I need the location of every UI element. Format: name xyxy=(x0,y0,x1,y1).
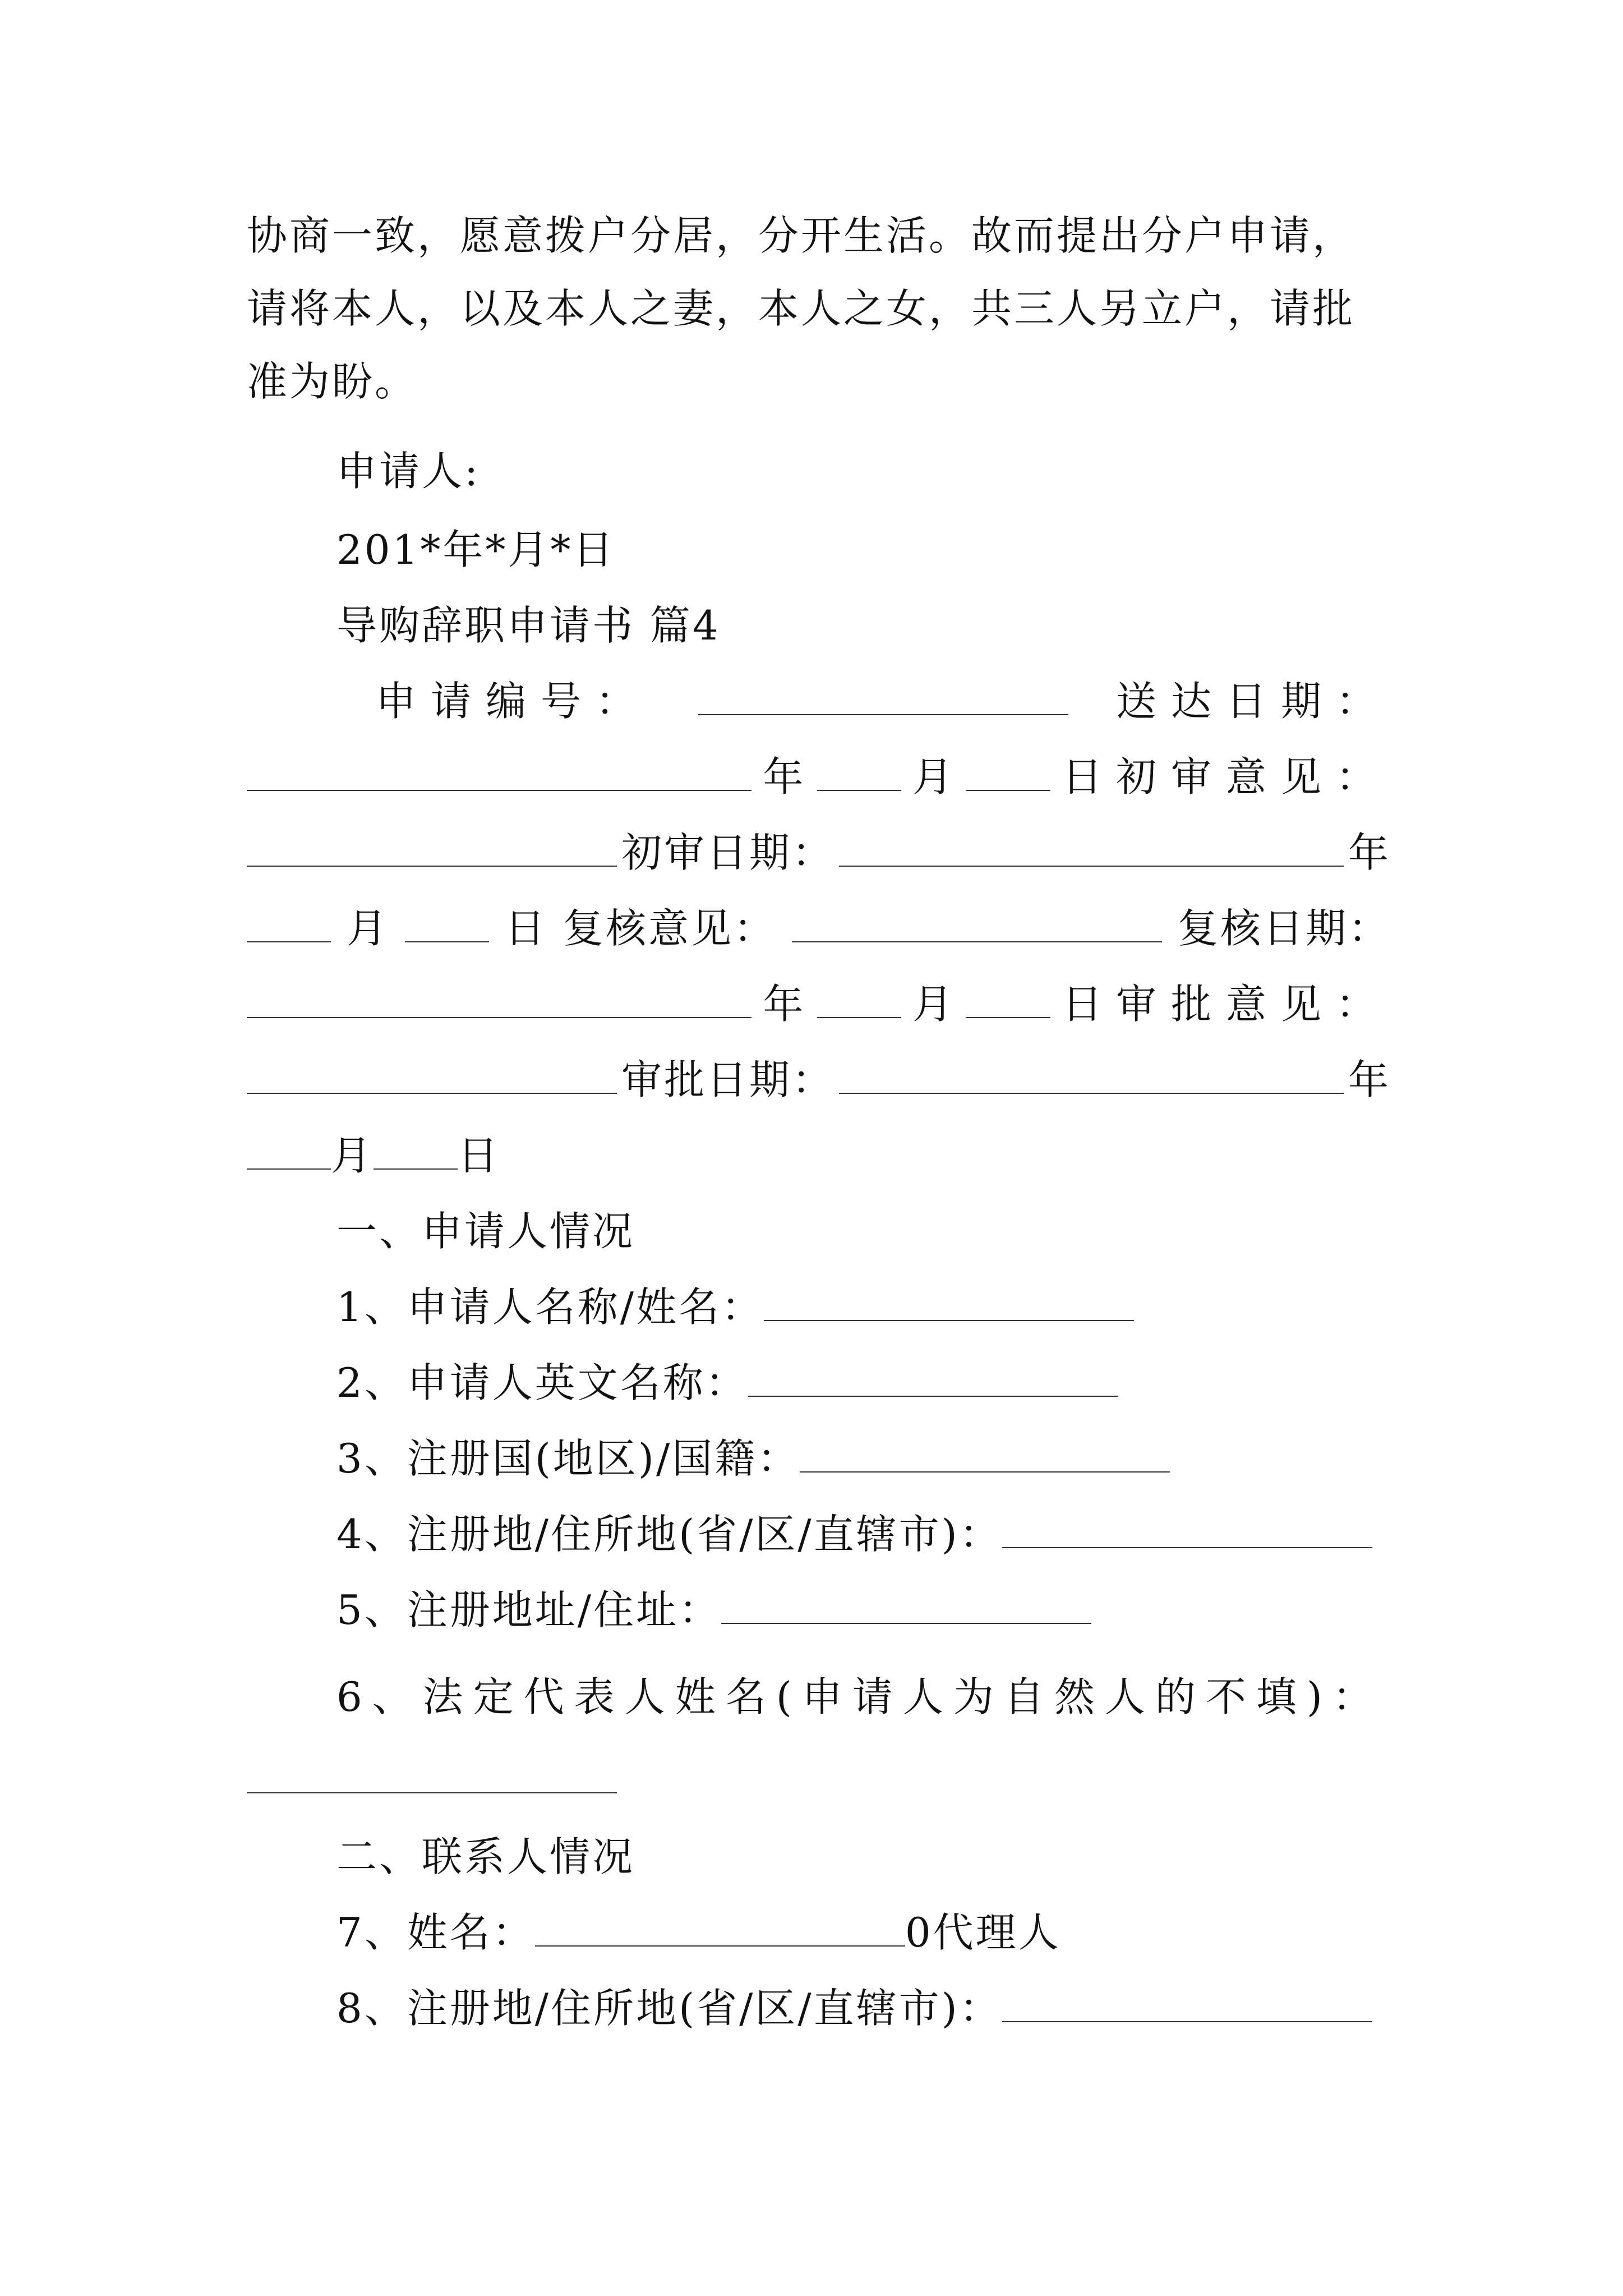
year-label: 年 xyxy=(763,753,806,800)
item-1-label: 1、申请人名称/姓名： xyxy=(336,1283,764,1331)
item-5 xyxy=(336,1582,1481,1638)
item-3 xyxy=(336,1430,1481,1487)
day-label: 日 xyxy=(1062,981,1105,1028)
recheck-opinion-blank xyxy=(792,905,1162,942)
item-4-label: 4、注册地/住所地(省/区/直辖市)： xyxy=(336,1511,1002,1558)
paragraph-line: 协商一致，愿意拨户分居，分开生活。故而提出分户申请， xyxy=(247,212,1355,259)
part1-title: 一、申请人情况 xyxy=(336,1208,635,1255)
paragraph-line: 请将本人，以及本人之妻，本人之女，共三人另立户，请批 xyxy=(247,285,1355,332)
year-label: 年 xyxy=(763,981,806,1028)
item-7 xyxy=(336,1904,1481,1961)
item-5-blank xyxy=(721,1587,1091,1624)
first-review-date-label: 初审日期： xyxy=(621,829,834,876)
approval-day-blank xyxy=(374,1133,458,1170)
item-5-label: 5、注册地址/住址： xyxy=(336,1586,722,1634)
item-1-blank xyxy=(764,1284,1134,1321)
first-review-opinion-label: 初审意见： xyxy=(1115,753,1391,800)
day-label: 日 xyxy=(458,1132,501,1179)
part2-title: 二、联系人情况 xyxy=(336,1833,635,1880)
form-row-recheck-date xyxy=(247,976,1391,1032)
applicant-label: 申请人: xyxy=(336,448,481,495)
item-6: 6、法定代表人姓名(申请人为自然人的不填)： xyxy=(336,1673,1383,1720)
form-row-apply-no xyxy=(376,673,1391,729)
date-line: 201*年*月*日 xyxy=(336,526,616,573)
item-3-label: 3、注册国(地区)/国籍： xyxy=(336,1435,800,1482)
item-7-blank xyxy=(535,1910,905,1947)
day-label: 日 xyxy=(1062,753,1105,800)
day-label: 日 xyxy=(504,905,547,952)
first-review-month-blank xyxy=(247,905,331,942)
month-label: 月 xyxy=(331,1132,374,1179)
item-1 xyxy=(336,1279,1481,1335)
delivery-day-blank xyxy=(966,754,1050,791)
month-label: 月 xyxy=(912,981,955,1028)
item-8-label: 8、注册地/住所地(省/区/直辖市)： xyxy=(336,1985,1002,2032)
month-label: 月 xyxy=(912,753,955,800)
approval-opinion-blank xyxy=(247,1057,617,1094)
paragraph-line: 准为盼。 xyxy=(247,358,418,405)
approval-month-blank xyxy=(247,1133,331,1170)
apply-no-label: 申请编号： xyxy=(376,678,651,725)
first-review-opinion-blank xyxy=(247,830,617,867)
recheck-month-blank xyxy=(817,981,901,1018)
delivery-date-label: 送达日期： xyxy=(1115,678,1391,725)
item-2 xyxy=(336,1355,1481,1411)
month-label: 月 xyxy=(346,905,389,952)
form-row-approval xyxy=(247,1052,1391,1108)
first-review-year-blank xyxy=(839,830,1344,867)
recheck-opinion-label: 复核意见： xyxy=(562,905,776,952)
recheck-year-blank xyxy=(247,981,751,1018)
item-2-blank xyxy=(748,1360,1118,1397)
recheck-date-label: 复核日期： xyxy=(1177,905,1391,952)
item-6-blank xyxy=(247,1792,617,1793)
delivery-month-blank xyxy=(817,754,901,791)
item-4 xyxy=(336,1506,1481,1562)
section-title: 导购辞职申请书 篇4 xyxy=(336,602,721,649)
item-7-suffix: 0代理人 xyxy=(905,1909,1061,1956)
delivery-year-blank xyxy=(247,754,751,791)
item-7-label: 7、姓名： xyxy=(336,1909,535,1956)
recheck-day-blank xyxy=(966,981,1050,1018)
form-row-delivery xyxy=(247,749,1391,805)
approval-opinion-label: 审批意见： xyxy=(1115,981,1391,1028)
approval-date-label: 审批日期： xyxy=(621,1056,834,1103)
item-4-blank xyxy=(1002,1511,1372,1548)
apply-no-blank xyxy=(698,678,1068,715)
item-8-blank xyxy=(1002,1985,1372,2022)
item-8 xyxy=(336,1980,1481,2036)
approval-year-blank xyxy=(839,1057,1344,1094)
item-2-label: 2、申请人英文名称： xyxy=(336,1359,748,1406)
item-3-blank xyxy=(800,1435,1170,1473)
first-review-day-blank xyxy=(405,905,489,942)
form-row-recheck xyxy=(247,900,1391,956)
form-row-approval-end xyxy=(247,1128,1391,1184)
year-label: 年 xyxy=(1348,829,1391,876)
year-label: 年 xyxy=(1348,1056,1391,1103)
form-row-first-review xyxy=(247,825,1391,881)
